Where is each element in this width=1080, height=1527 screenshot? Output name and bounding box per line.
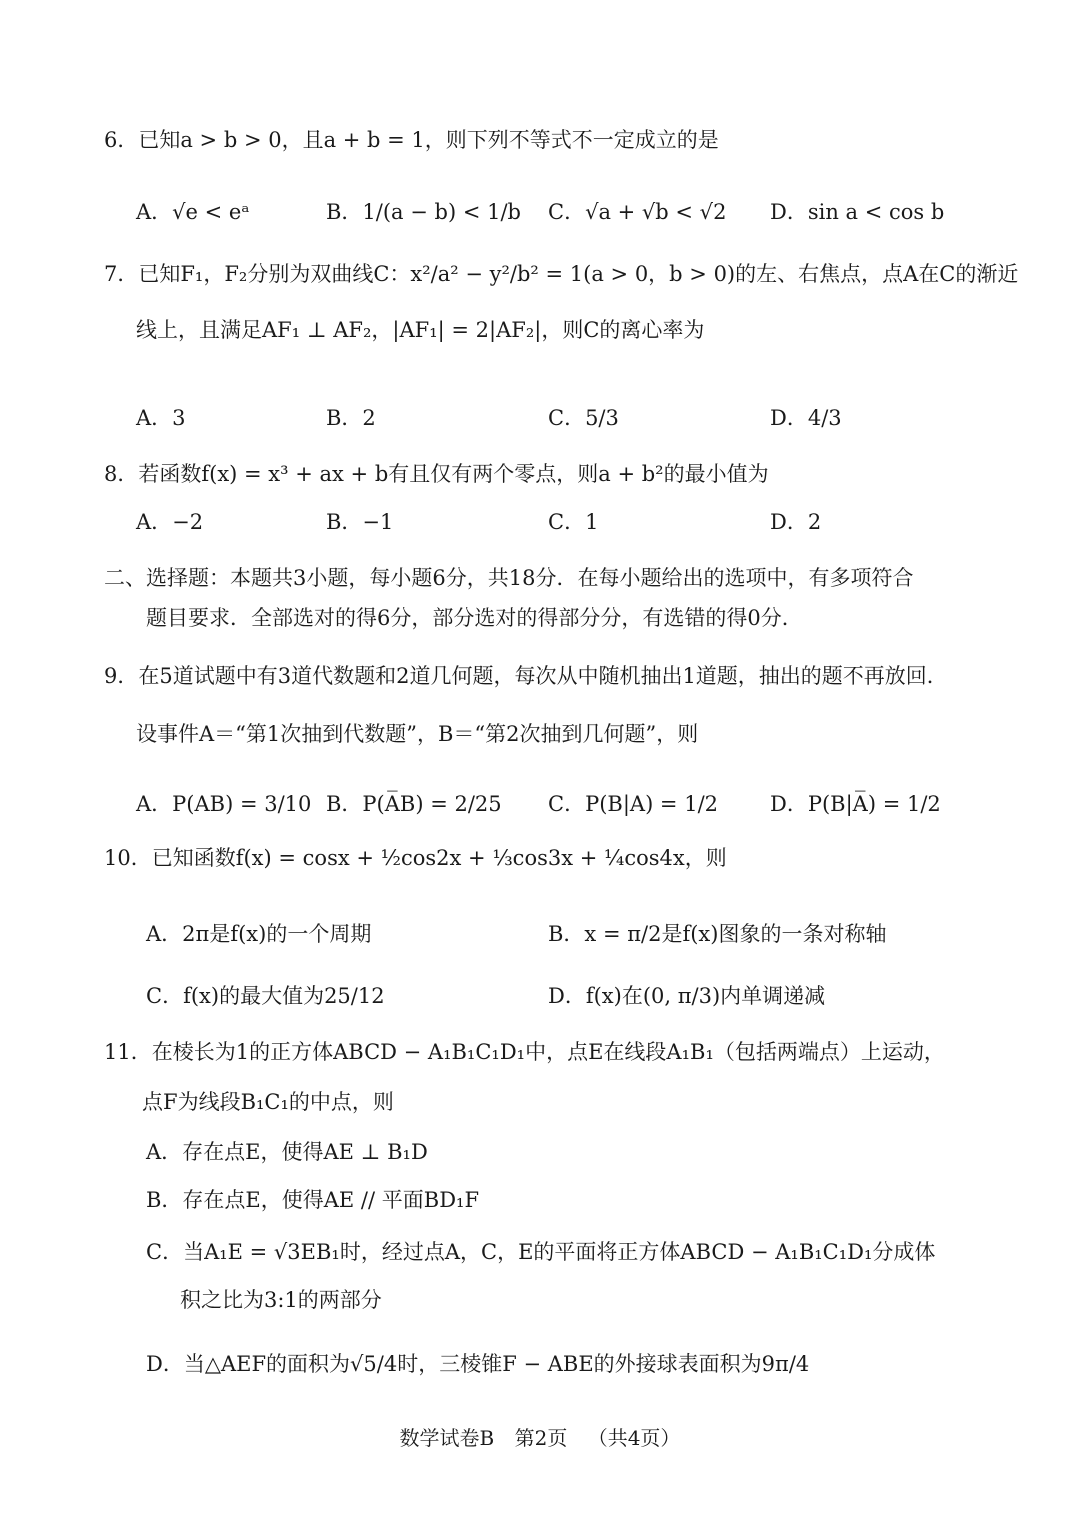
q8-option-d: D．2: [770, 510, 822, 534]
q9-line1: 9．在5道试题中有3道代数题和2道几何题，每次从中随机抽出1道题，抽出的题不再放回．: [104, 664, 948, 688]
q7-line2: 线上，且满足AF₁ ⊥ AF₂，|AF₁| = 2|AF₂|，则C的离心率为: [136, 318, 705, 342]
q6-option-c: C．√a + √b < √2: [548, 200, 727, 224]
q10-option-b: B．x = π/2是f(x)图象的一条对称轴: [548, 922, 887, 946]
q11-option-c-line1: C．当A₁E = √3EB₁时，经过点A，C，E的平面将正方体ABCD − A₁B₁C₁D₁分成体: [146, 1240, 936, 1264]
q8-option-c: C．1: [548, 510, 599, 534]
q6-stem: 6．已知a > b > 0，且a + b = 1，则下列不等式不一定成立的是: [104, 128, 719, 152]
q9-option-c: C．P(B|A) = 1/2: [548, 792, 718, 816]
q7-option-a: A．3: [136, 406, 186, 430]
q8-option-b: B．−1: [326, 510, 394, 534]
q9-option-b: B．P(A̅B) = 2/25: [326, 792, 502, 816]
q7-option-c: C．5/3: [548, 406, 619, 430]
section2-line1: 二、选择题：本题共3小题，每小题6分，共18分．在每小题给出的选项中，有多项符合: [104, 566, 914, 590]
footer-subject: 数学试卷B: [399, 1426, 495, 1450]
footer-total: （共4页）: [587, 1426, 681, 1450]
q7-option-d: D．4/3: [770, 406, 842, 430]
q8-stem: 8．若函数f(x) = x³ + ax + b有且仅有两个零点，则a + b²的最小值为: [104, 462, 769, 486]
footer-page: 第2页: [514, 1426, 568, 1450]
q6-option-a: A．√e < eᵃ: [136, 200, 250, 224]
q10-option-c: C．f(x)的最大值为25/12: [146, 984, 385, 1008]
section2-line2: 题目要求．全部选对的得6分，部分选对的得部分分，有选错的得0分．: [146, 606, 803, 630]
q6-option-b: B．1/(a − b) < 1/b: [326, 200, 521, 224]
q7-line1: 7．已知F₁，F₂分别为双曲线C：x²/a² − y²/b² = 1(a > 0，b > 0)的左、右焦点，点A在C的渐近: [104, 262, 1019, 286]
q11-line1: 11．在棱长为1的正方体ABCD − A₁B₁C₁D₁中，点E在线段A₁B₁（包括两端点）上运动，: [104, 1040, 945, 1064]
q7-option-b: B．2: [326, 406, 376, 430]
q11-option-d: D．当△AEF的面积为√5/4时，三棱锥F − ABE的外接球表面积为9π/4: [146, 1352, 810, 1376]
q9-option-a: A．P(AB) = 3/10: [136, 792, 312, 816]
q10-option-d: D．f(x)在(0, π/3)内单调递减: [548, 984, 826, 1008]
q6-option-d: D．sin a < cos b: [770, 200, 945, 224]
q10-option-a: A．2π是f(x)的一个周期: [146, 922, 372, 946]
page-footer: [0, 1422, 1080, 1451]
q11-option-c-line2: 积之比为3:1的两部分: [180, 1288, 382, 1312]
q9-option-d: D．P(B|A̅) = 1/2: [770, 792, 941, 816]
q11-line2: 点F为线段B₁C₁的中点，则: [142, 1090, 394, 1114]
q10-stem: 10．已知函数f(x) = cosx + ½cos2x + ⅓cos3x + ¼cos4x，则: [104, 846, 727, 870]
q8-option-a: A．−2: [136, 510, 204, 534]
q9-line2: 设事件A＝“第1次抽到代数题”，B＝“第2次抽到几何题”，则: [136, 722, 699, 746]
q11-option-b: B．存在点E，使得AE // 平面BD₁F: [146, 1188, 480, 1212]
q11-option-a: A．存在点E，使得AE ⊥ B₁D: [146, 1140, 428, 1164]
